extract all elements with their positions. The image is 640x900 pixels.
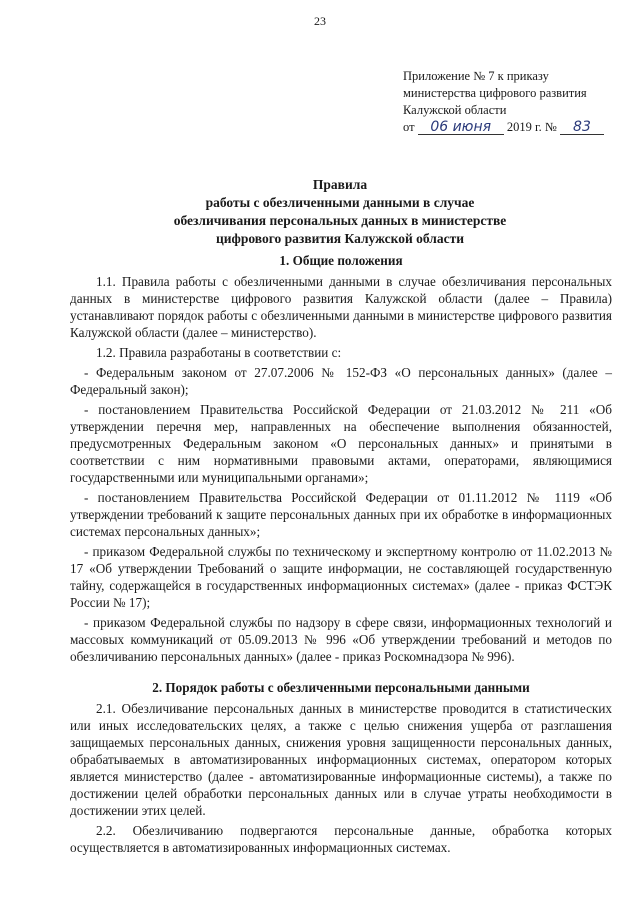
list-item: - Федеральным законом от 27.07.2006 № 152-ФЗ «О персональных данных» (далее – Федеральный закон); (70, 365, 612, 397)
from-prefix: от (403, 120, 415, 134)
appendix-block (403, 68, 613, 136)
title-line: обезличивания персональных данных в министерстве (173, 213, 507, 228)
appendix-line: Приложение № 7 к приказу (403, 69, 549, 83)
page-number: 23 (314, 14, 326, 28)
paragraph: 1.1. Правила работы с обезличенными данными в случае обезличивания персональных данных в министерстве цифрового развития Калужской области (далее – Правила) устанавливают порядок работы с обезличенными данными в министерстве цифрового развития Калужской области (далее – министерство). (70, 274, 612, 340)
title-line: Правила (312, 177, 368, 192)
title-line: цифрового развития Калужской области (215, 231, 465, 246)
document-body (70, 252, 612, 859)
list-item: - приказом Федеральной службы по техническому и экспертному контролю от 11.02.2013 № 17 «Об утверждении Требований о защите информации, не составляющей государственную тайну, содержащейся в государственных информационных системах» (далее - приказ ФСТЭК России № 17); (70, 544, 612, 610)
list-item: - приказом Федеральной службы по надзору в сфере связи, информационных технологий и массовых коммуникаций от 05.09.2013 № 996 «Об утверждении требований и методов по обезличиванию персональных данных» (далее - приказ Роскомнадзора № 996). (70, 615, 612, 664)
handwritten-date: 06 июня (418, 120, 504, 135)
appendix-line: Калужской области (403, 103, 507, 117)
section-heading: 1. Общие положения (279, 253, 403, 268)
list-item: - постановлением Правительства Российской Федерации от 21.03.2012 № 211 «Об утверждении перечня мер, направленных на обеспечение выполнения обязанностей, предусмотренных Федеральным законом «О персональных данных» и принятыми в соответствии с ним нормативными правовыми актами, операторами, являющимися государственными или муниципальными органами»; (70, 402, 612, 485)
document-title (80, 176, 600, 248)
paragraph: 1.2. Правила разработаны в соответствии с: (96, 345, 342, 360)
appendix-date-line (403, 119, 613, 136)
handwritten-number: 83 (560, 120, 604, 135)
section-heading: 2. Порядок работы с обезличенными персональными данными (152, 680, 530, 695)
paragraph: 2.2. Обезличиванию подвергаются персональные данные, обработка которых осуществляется в автоматизированных информационных системах. (70, 823, 612, 855)
list-item: - постановлением Правительства Российской Федерации от 01.11.2012 № 1119 «Об утверждении требований к защите персональных данных при их обработке в информационных системах персональных данных»; (70, 490, 612, 539)
year-number-text: 2019 г. № (506, 120, 557, 134)
paragraph: 2.1. Обезличивание персональных данных в министерстве проводится в статистических или иных исследовательских целях, а также с целью снижения ущерба от разглашения защищаемых персональных данных, снижения уровня защищенности персональных данных, обрабатываемых в автоматизированных информационных системах, оператором которых является министерство (далее - автоматизированные информационные системы), а также по достижении целей обработки персональных данных или в случае утраты необходимости в достижении этих целей. (70, 701, 612, 818)
appendix-line: министерства цифрового развития (403, 86, 587, 100)
title-line: работы с обезличенными данными в случае (205, 195, 475, 210)
